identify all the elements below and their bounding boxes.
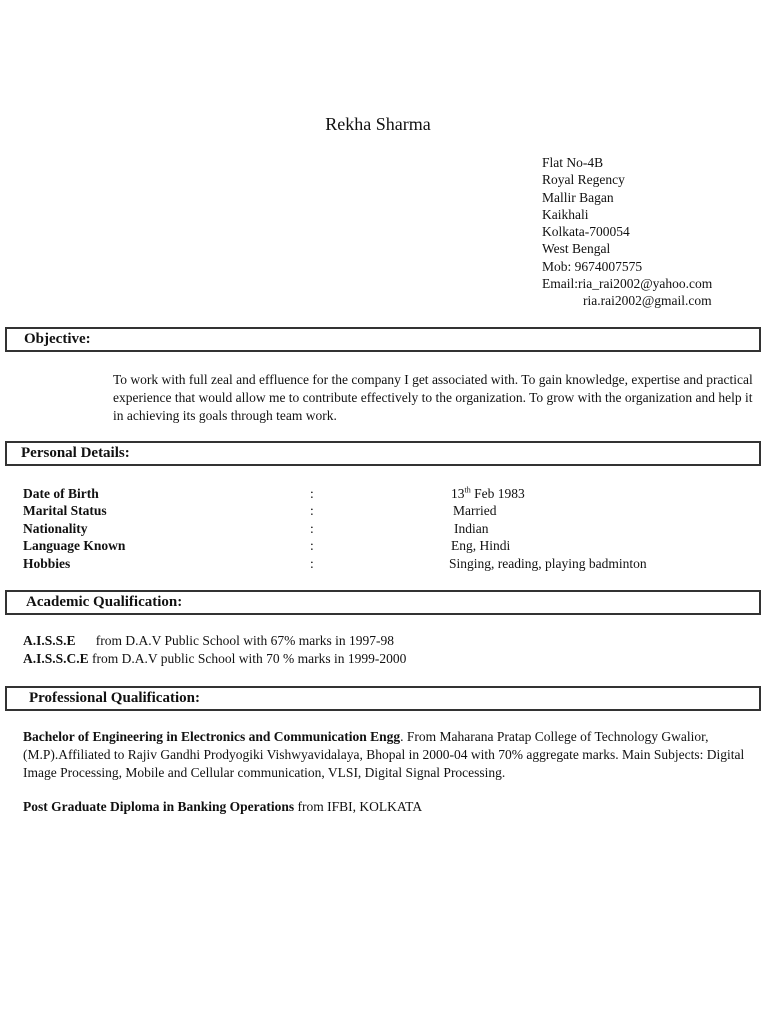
academic-heading: Academic Qualification: — [5, 590, 761, 615]
detail-separator: : — [310, 555, 314, 571]
degree-title: Bachelor of Engineering in Electronics and Communication Engg — [23, 729, 401, 744]
detail-label: Hobbies — [23, 555, 71, 571]
candidate-name: Rekha Sharma — [325, 114, 431, 134]
professional-degree — [23, 728, 758, 782]
academic-list — [23, 632, 406, 668]
detail-value: Married — [453, 503, 497, 519]
personal-details-table — [23, 485, 743, 572]
detail-label: Date of Birth — [23, 486, 99, 501]
detail-row-language — [23, 537, 743, 554]
address-line: Flat No-4B — [542, 155, 604, 170]
detail-label: Marital Status — [23, 503, 107, 519]
academic-text: from D.A.V public School with 70 % marks in 1999-2000 — [88, 651, 407, 666]
detail-label: Language Known — [23, 538, 126, 554]
detail-value — [451, 485, 525, 502]
professional-diploma — [23, 798, 422, 816]
address-line: Royal Regency — [542, 172, 625, 188]
diploma-text: from IFBI, KOLKATA — [294, 799, 423, 814]
diploma-title: Post Graduate Diploma in Banking Operations — [23, 799, 295, 814]
email-primary: Email:ria_rai2002@yahoo.com — [542, 276, 713, 292]
dob-day-suffix: th — [464, 485, 471, 495]
dob-rest: Feb 1983 — [470, 486, 525, 501]
address-line: West Bengal — [542, 241, 611, 257]
detail-row-hobbies — [23, 555, 743, 572]
dob-day: 13 — [451, 486, 465, 501]
email-secondary: ria.rai2002@gmail.com — [583, 293, 712, 309]
detail-separator: : — [310, 538, 314, 554]
professional-heading: Professional Qualification: — [5, 686, 761, 711]
personal-details-heading: Personal Details: — [5, 441, 761, 466]
detail-separator: : — [310, 520, 314, 536]
detail-separator: : — [310, 486, 314, 501]
detail-row-nationality — [23, 520, 743, 537]
objective-text: To work with full zeal and effluence for the company I get associated with. To gain knowledge, expertise and practical experience that would allow me to contribute effectively to the organization. To grow with the organization and help it in achieving its goals through team work. — [113, 372, 753, 423]
contact-address — [542, 154, 712, 310]
objective-heading: Objective: — [5, 327, 761, 352]
detail-row-marital — [23, 502, 743, 519]
academic-text: from D.A.V Public School with 67% marks in 1997-98 — [75, 633, 395, 648]
address-line: Kolkata-700054 — [542, 224, 630, 240]
detail-label: Nationality — [23, 520, 88, 536]
detail-value: Indian — [454, 520, 489, 536]
detail-value: Eng, Hindi — [451, 538, 511, 554]
academic-title: A.I.S.S.C.E — [23, 651, 89, 666]
degree-text: . From Maharana Pratap College of Technology Gwalior, (M.P).Affiliated to Rajiv Gandhi Prodyogiki Vishwyavidalaya, Bhopal in 2000-04 with 70% aggregate marks. Main Subjects: Digital Image Processing, Mobile and Cellular communication, VLSI, Digital Signal Processing. — [23, 729, 745, 780]
address-line: Mallir Bagan — [542, 189, 614, 205]
mobile-number: Mob: 9674007575 — [542, 258, 643, 274]
academic-title: A.I.S.S.E — [23, 633, 76, 648]
detail-value: Singing, reading, playing badminton — [449, 555, 647, 571]
academic-item — [23, 632, 406, 650]
detail-row-dob — [23, 485, 743, 502]
academic-item — [23, 650, 406, 668]
detail-separator: : — [310, 503, 314, 519]
address-line: Kaikhali — [542, 206, 589, 222]
